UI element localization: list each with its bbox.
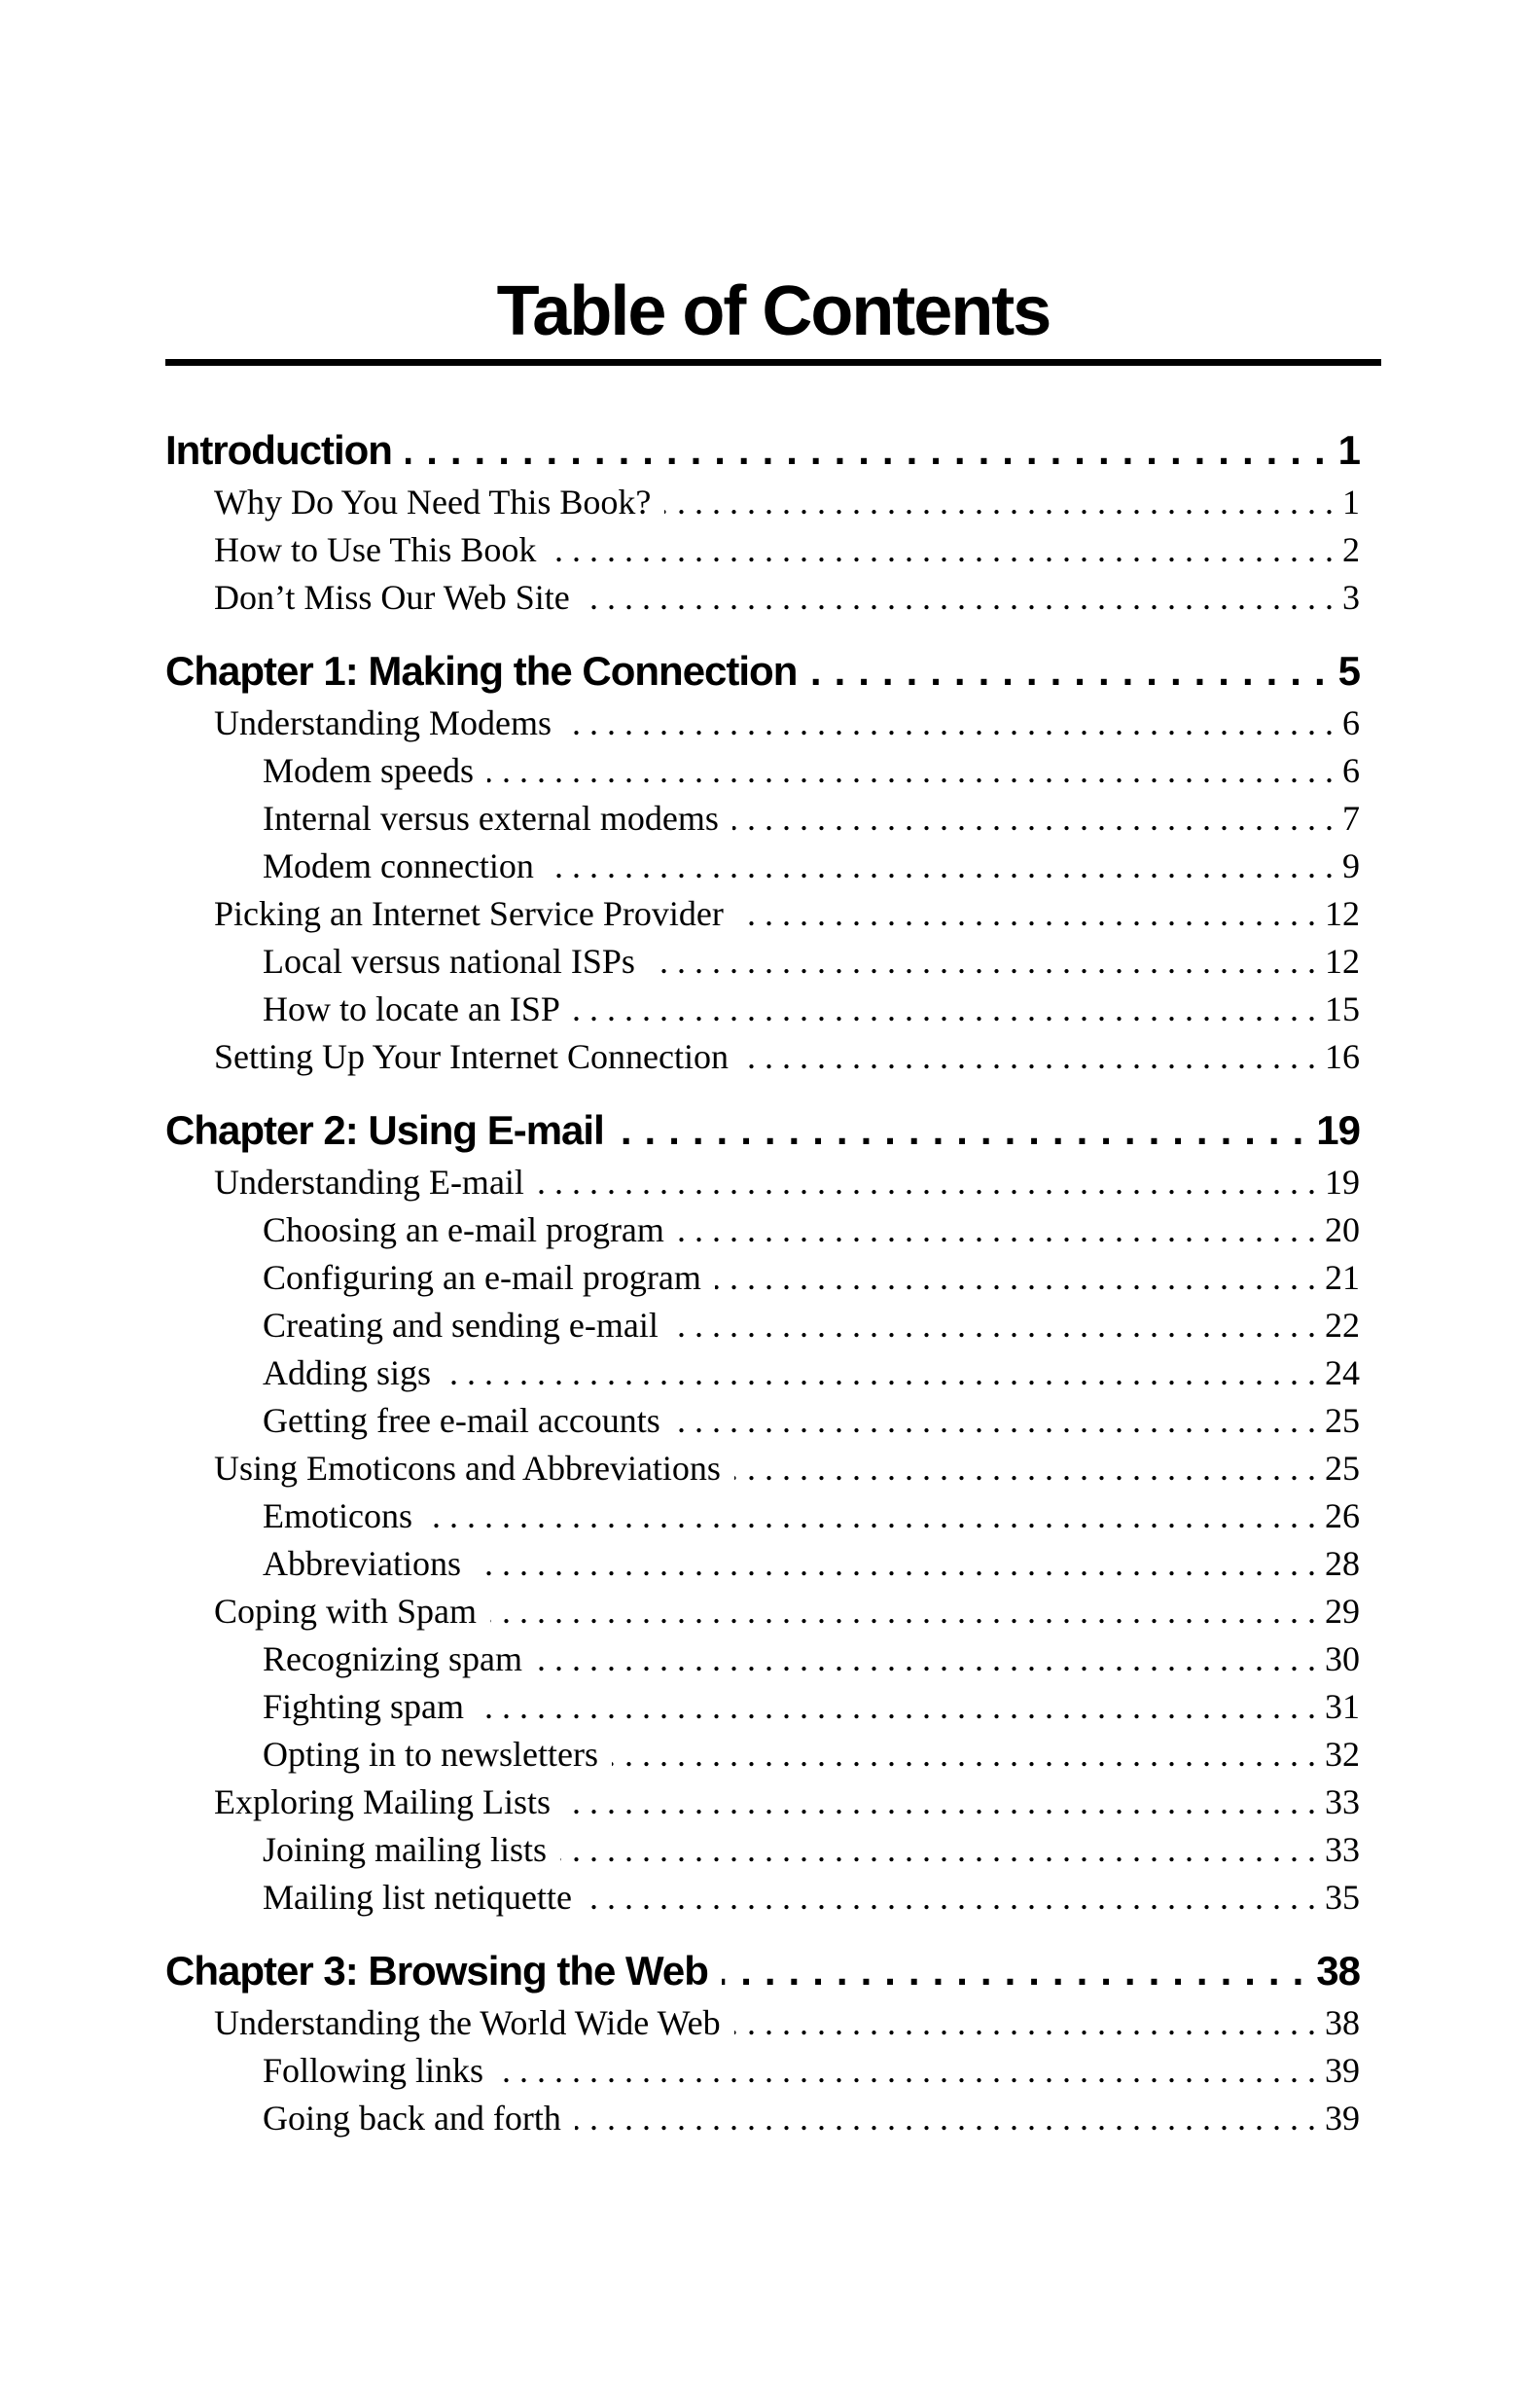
toc-entry-label: Chapter 2: Using E-mail bbox=[165, 1107, 604, 1154]
toc-entry-label: How to Use This Book bbox=[214, 530, 537, 570]
page-title: Table of Contents bbox=[496, 272, 1051, 350]
toc-row bbox=[165, 422, 1360, 479]
dot-leader bbox=[584, 574, 1342, 622]
toc-row bbox=[165, 1206, 1360, 1254]
dot-leader bbox=[742, 1033, 1325, 1081]
toc-row bbox=[165, 1102, 1360, 1159]
page-number: 28 bbox=[1325, 1544, 1360, 1584]
page-number: 19 bbox=[1316, 1107, 1360, 1154]
page-number: 12 bbox=[1325, 942, 1360, 982]
toc-entry-label: Fighting spam bbox=[263, 1687, 465, 1727]
toc-row bbox=[165, 1445, 1360, 1492]
dot-leader bbox=[478, 1683, 1325, 1731]
toc-entry-label: Setting Up Your Internet Connection bbox=[214, 1037, 729, 1077]
page-number: 32 bbox=[1325, 1735, 1360, 1775]
toc-row bbox=[165, 2095, 1360, 2142]
toc-entry-label: Abbreviations bbox=[263, 1544, 461, 1584]
dot-leader bbox=[538, 1159, 1325, 1206]
toc-entry-label: Coping with Spam bbox=[214, 1592, 478, 1632]
dot-leader bbox=[497, 2047, 1325, 2095]
toc-row bbox=[165, 1943, 1360, 1999]
toc-entry-label: Creating and sending e-mail bbox=[263, 1306, 659, 1346]
page-number: 38 bbox=[1316, 1948, 1360, 1995]
dot-leader bbox=[445, 1349, 1325, 1397]
page-number: 5 bbox=[1337, 648, 1360, 695]
page-number: 22 bbox=[1325, 1306, 1360, 1346]
toc-entry-label: Recognizing spam bbox=[263, 1639, 522, 1679]
toc-row bbox=[165, 1033, 1360, 1081]
toc-row bbox=[165, 643, 1360, 700]
toc-content bbox=[165, 0, 1381, 2142]
dot-leader bbox=[426, 1492, 1325, 1540]
toc-row bbox=[165, 795, 1360, 843]
page-number: 6 bbox=[1342, 751, 1360, 791]
toc-row bbox=[165, 1683, 1360, 1731]
dot-leader bbox=[649, 938, 1325, 986]
toc-entry-label: Following links bbox=[263, 2051, 484, 2091]
toc-entry-label: Understanding the World Wide Web bbox=[214, 2003, 721, 2043]
dot-leader bbox=[612, 1731, 1325, 1779]
page-number: 38 bbox=[1325, 2003, 1360, 2043]
dot-leader bbox=[734, 1445, 1325, 1492]
toc-entry-label: Getting free e-mail accounts bbox=[263, 1401, 660, 1441]
page-number: 33 bbox=[1325, 1830, 1360, 1870]
toc-entry-label: Modem speeds bbox=[263, 751, 474, 791]
page-number: 25 bbox=[1325, 1401, 1360, 1441]
dot-leader bbox=[674, 1397, 1325, 1445]
toc-row bbox=[165, 1397, 1360, 1445]
page-number: 35 bbox=[1325, 1878, 1360, 1918]
toc-entry-label: Emoticons bbox=[263, 1496, 412, 1536]
toc-row bbox=[165, 700, 1360, 747]
page-number: 7 bbox=[1342, 799, 1360, 839]
dot-leader bbox=[722, 1943, 1316, 1999]
dot-leader bbox=[678, 1206, 1325, 1254]
toc-row bbox=[165, 1254, 1360, 1302]
toc-row bbox=[165, 1874, 1360, 1922]
toc-row bbox=[165, 938, 1360, 986]
dot-leader bbox=[560, 1826, 1325, 1874]
page-number: 1 bbox=[1342, 483, 1360, 522]
toc-row bbox=[165, 1302, 1360, 1349]
page-number: 25 bbox=[1325, 1449, 1360, 1489]
dot-leader bbox=[565, 700, 1342, 747]
page-number: 33 bbox=[1325, 1782, 1360, 1822]
toc-entry-label: Local versus national ISPs bbox=[263, 942, 635, 982]
dot-leader bbox=[575, 2095, 1325, 2142]
toc-entry-label: Exploring Mailing Lists bbox=[214, 1782, 551, 1822]
toc-list bbox=[165, 422, 1381, 2142]
toc-row bbox=[165, 1492, 1360, 1540]
toc-entry-label: Joining mailing lists bbox=[263, 1830, 548, 1870]
page-number: 24 bbox=[1325, 1353, 1360, 1393]
toc-row bbox=[165, 747, 1360, 795]
toc-entry-label: Mailing list netiquette bbox=[263, 1878, 572, 1918]
dot-leader bbox=[618, 1102, 1317, 1159]
toc-entry-label: Understanding Modems bbox=[214, 703, 552, 743]
page-number: 9 bbox=[1342, 846, 1360, 886]
dot-leader bbox=[490, 1588, 1325, 1635]
page-number: 15 bbox=[1325, 989, 1360, 1029]
dot-leader bbox=[734, 1999, 1325, 2047]
dot-leader bbox=[672, 1302, 1325, 1349]
dot-leader bbox=[586, 1874, 1325, 1922]
page-number: 1 bbox=[1337, 427, 1360, 474]
page-number: 26 bbox=[1325, 1496, 1360, 1536]
toc-entry-label: Internal versus external modems bbox=[263, 799, 719, 839]
dot-leader bbox=[406, 422, 1338, 479]
toc-row bbox=[165, 843, 1360, 890]
toc-entry-label: Understanding E-mail bbox=[214, 1163, 524, 1203]
toc-entry-label: Chapter 3: Browsing the Web bbox=[165, 1948, 708, 1995]
page-number: 39 bbox=[1325, 2051, 1360, 2091]
toc-row bbox=[165, 574, 1360, 622]
toc-entry-label: Configuring an e-mail program bbox=[263, 1258, 701, 1298]
page-number: 21 bbox=[1325, 1258, 1360, 1298]
toc-row bbox=[165, 1540, 1360, 1588]
page-number: 31 bbox=[1325, 1687, 1360, 1727]
toc-entry-label: Using Emoticons and Abbreviations bbox=[214, 1449, 721, 1489]
page-number: 30 bbox=[1325, 1639, 1360, 1679]
toc-entry-label: Modem connection bbox=[263, 846, 534, 886]
dot-leader bbox=[574, 986, 1325, 1033]
page-number: 39 bbox=[1325, 2099, 1360, 2138]
page-number: 2 bbox=[1342, 530, 1360, 570]
dot-leader bbox=[810, 643, 1337, 700]
dot-leader bbox=[548, 843, 1342, 890]
toc-entry-label: Adding sigs bbox=[263, 1353, 432, 1393]
page-number: 29 bbox=[1325, 1592, 1360, 1632]
dot-leader bbox=[715, 1254, 1325, 1302]
toc-row bbox=[165, 1999, 1360, 2047]
toc-row bbox=[165, 890, 1360, 938]
page-number: 12 bbox=[1325, 894, 1360, 934]
toc-row bbox=[165, 479, 1360, 526]
toc-row bbox=[165, 1731, 1360, 1779]
page-number: 20 bbox=[1325, 1210, 1360, 1250]
toc-row bbox=[165, 1588, 1360, 1635]
toc-entry-label: Don’t Miss Our Web Site bbox=[214, 578, 570, 618]
toc-row bbox=[165, 526, 1360, 574]
toc-row bbox=[165, 1635, 1360, 1683]
toc-entry-label: Opting in to newsletters bbox=[263, 1735, 598, 1775]
toc-entry-label: Chapter 1: Making the Connection bbox=[165, 648, 798, 695]
toc-entry-label: Introduction bbox=[165, 427, 392, 474]
dot-leader bbox=[664, 479, 1342, 526]
toc-entry-label: How to locate an ISP bbox=[263, 989, 560, 1029]
page-number: 3 bbox=[1342, 578, 1360, 618]
page-number: 6 bbox=[1342, 703, 1360, 743]
toc-entry-label: Going back and forth bbox=[263, 2099, 561, 2138]
dot-leader bbox=[487, 747, 1342, 795]
page-number: 19 bbox=[1325, 1163, 1360, 1203]
toc-row bbox=[165, 1159, 1360, 1206]
toc-row bbox=[165, 1349, 1360, 1397]
dot-leader bbox=[475, 1540, 1325, 1588]
dot-leader bbox=[732, 795, 1342, 843]
toc-entry-label: Why Do You Need This Book? bbox=[214, 483, 652, 522]
title-rule bbox=[165, 359, 1381, 366]
page-number: 16 bbox=[1325, 1037, 1360, 1077]
toc-row bbox=[165, 986, 1360, 1033]
dot-leader bbox=[536, 1635, 1325, 1683]
dot-leader bbox=[737, 890, 1325, 938]
toc-entry-label: Choosing an e-mail program bbox=[263, 1210, 664, 1250]
toc-entry-label: Picking an Internet Service Provider bbox=[214, 894, 724, 934]
dot-leader bbox=[550, 526, 1342, 574]
toc-row bbox=[165, 2047, 1360, 2095]
toc-row bbox=[165, 1779, 1360, 1826]
dot-leader bbox=[564, 1779, 1325, 1826]
toc-row bbox=[165, 1826, 1360, 1874]
